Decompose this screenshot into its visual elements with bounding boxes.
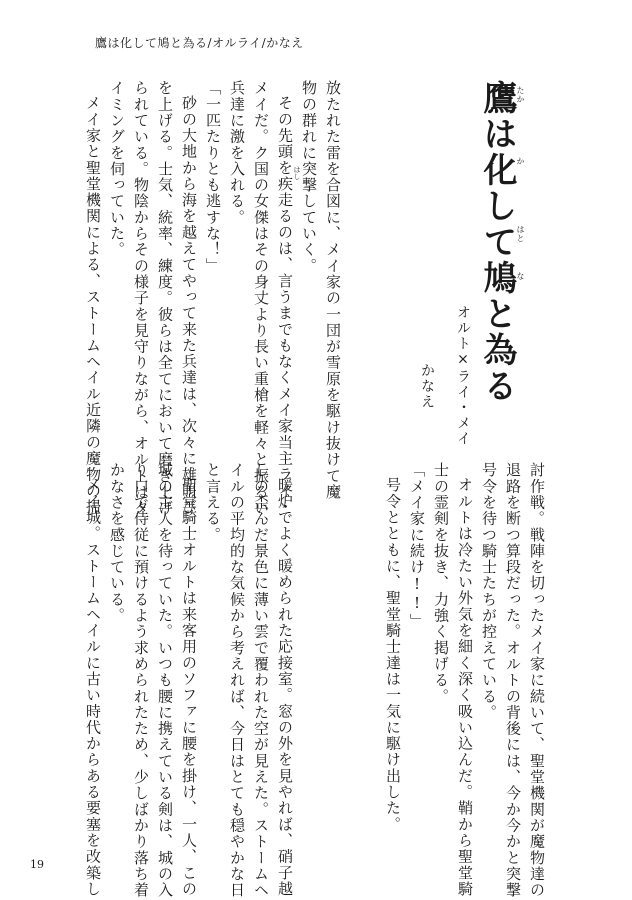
text-column: と言える。 [204,462,222,543]
ruby-hashi: はし [293,166,301,180]
text-column: かなさを感じている。 [108,462,126,624]
text-column: メイ城。ストームヘイルに古い時代からある要塞を改築し [84,477,102,897]
text-column: メイだ。ク国の女傑はその身丈より長い重槍を軽々と振るい、 [252,80,270,533]
text-column: オルトは冷たい外気を細く深く吸い込んだ。鞘から聖堂騎 [456,477,474,897]
text-column: しの歪んだ景色に薄い雲で覆われた空が見えた。ストームヘ [252,462,270,899]
text-column: を上げる。士気、統率、練度。彼らは全てにおいて磨き上げ [156,80,174,517]
text-column: イルの平均的な気候から考えれば、今日はとても穏やかな日 [228,462,246,899]
title-ruby-na: な [516,272,525,281]
title-ruby-taka: たか [516,86,525,104]
text-column: 砂の大地から海を越えてやって来た兵達は、次々に雄叫び [180,95,198,515]
author-name: かなえ [419,363,435,410]
text-column: 士の霊剣を抜き、力強く掲げる。 [432,462,450,705]
text-column: メイ家と聖堂機関による、ストームヘイル近隣の魔物の掃 [84,95,102,515]
story-title: 鷹は化して鳩と為る [477,80,517,404]
text-column: 「一匹たりとも逃すな！」 [204,80,222,274]
pairing-label: オルト×ライ・メイ [455,305,471,447]
text-column: 兵達に激を入れる。 [228,80,246,226]
title-ruby-hato: はと [516,225,525,243]
text-column: 城の主人を待っていた。いつも腰に携えている剣は、城の入 [156,462,174,899]
text-column: られている。物陰からその様子を見守りながら、オルトはタ [132,80,150,517]
text-column: 聖堂騎士オルトは来客用のソファに腰を掛け、一人、この [180,477,198,897]
text-column: 退路を断つ算段だった。オルトの背後には、今か今かと突撃 [504,462,522,899]
page-number: 19 [30,858,44,871]
text-column: 号令とともに、聖堂騎士達は一気に駆け出した。 [384,477,402,833]
text-column: イミングを伺っていた。 [108,80,126,258]
text-column: 「メイ家に続け!!」 [408,462,426,630]
text-column: 討作戦。戦陣を切ったメイ家に続いて、聖堂機関が魔物達の [528,462,546,899]
text-column: り口で侍従に預けるよう求められたため、少しばかり落ち着 [132,462,150,899]
text-column: 暖炉でよく暖められた応接室。窓の外を見やれば、硝子越 [276,477,294,897]
text-column: 放たれた雷を合図に、メイ家の一団が雪原を駆け抜けて魔 [324,80,342,500]
text-column: その先頭を疾走るのは、言うまでもなくメイ家当主ライ・ [276,95,294,515]
running-header: 鷹は化して鳩と為る/オルライ/かなえ [95,36,304,50]
text-column: 号令を待つ騎士たちが控えている。 [480,462,498,721]
title-ruby-ka: か [516,157,525,166]
text-column: 物の群れに突撃していく。 [300,80,318,274]
